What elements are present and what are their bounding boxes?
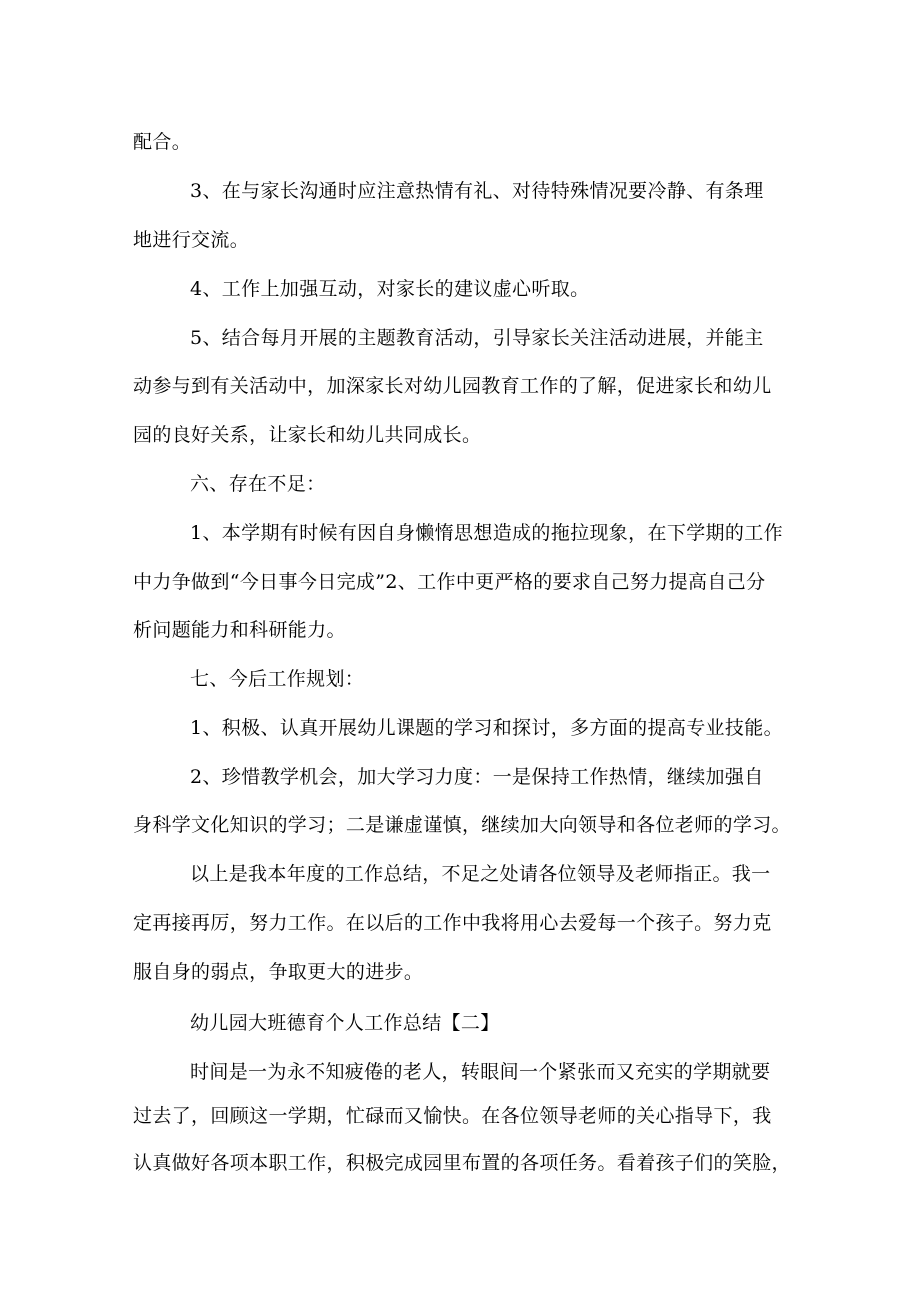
text-line: 中力争做到“今日事今日完成”2、工作中更严格的要求自己努力提高自己分 bbox=[133, 571, 766, 593]
text-line: 以上是我本年度的工作总结，不足之处请各位领导及老师指正。我一 bbox=[190, 863, 771, 885]
text-line: 过去了，回顾这一学期，忙碌而又愉快。在各位领导老师的关心指导下，我 bbox=[133, 1105, 772, 1127]
text-line: 动参与到有关活动中，加深家长对幼儿园教育工作的了解，促进家长和幼儿 bbox=[133, 375, 772, 397]
text-line: 5、结合每月开展的主题教育活动，引导家长关注活动进展，并能主 bbox=[190, 327, 764, 349]
text-line: 时间是一为永不知疲倦的老人，转眼间一个紧张而又充实的学期就要 bbox=[190, 1061, 771, 1083]
text-line: 4、工作上加强互动，对家长的建议虚心听取。 bbox=[190, 278, 590, 300]
text-line: 配合。 bbox=[133, 131, 192, 153]
text-line: 园的良好关系，让家长和幼儿共同成长。 bbox=[133, 424, 482, 446]
text-line: 服自身的弱点，争取更大的进步。 bbox=[133, 961, 424, 983]
text-line: 1、本学期有时候有因自身懒惰思想造成的拖拉现象，在下学期的工作 bbox=[190, 522, 783, 544]
text-line: 析问题能力和科研能力。 bbox=[133, 619, 346, 641]
text-line: 3、在与家长沟通时应注意热情有礼、对待特殊情况要冷静、有条理 bbox=[190, 180, 764, 202]
text-line: 1、积极、认真开展幼儿课题的学习和探讨，多方面的提高专业技能。 bbox=[190, 717, 783, 739]
text-line: 定再接再厉，努力工作。在以后的工作中我将用心去爱每一个孩子。努力克 bbox=[133, 912, 772, 934]
text-line: 地进行交流。 bbox=[133, 229, 250, 251]
text-line: 2、珍惜教学机会，加大学习力度：一是保持工作热情，继续加强自 bbox=[190, 766, 764, 788]
section-heading: 六、存在不足： bbox=[190, 473, 326, 495]
article-title: 幼儿园大班德育个人工作总结【二】 bbox=[190, 1012, 500, 1034]
text-line: 身科学文化知识的学习；二是谦虚谨慎，继续加大向领导和各位老师的学习。 bbox=[133, 814, 791, 836]
section-heading: 七、今后工作规划： bbox=[190, 668, 365, 690]
text-line: 认真做好各项本职工作，积极完成园里布置的各项任务。看着孩子们的笑脸， bbox=[133, 1152, 791, 1174]
